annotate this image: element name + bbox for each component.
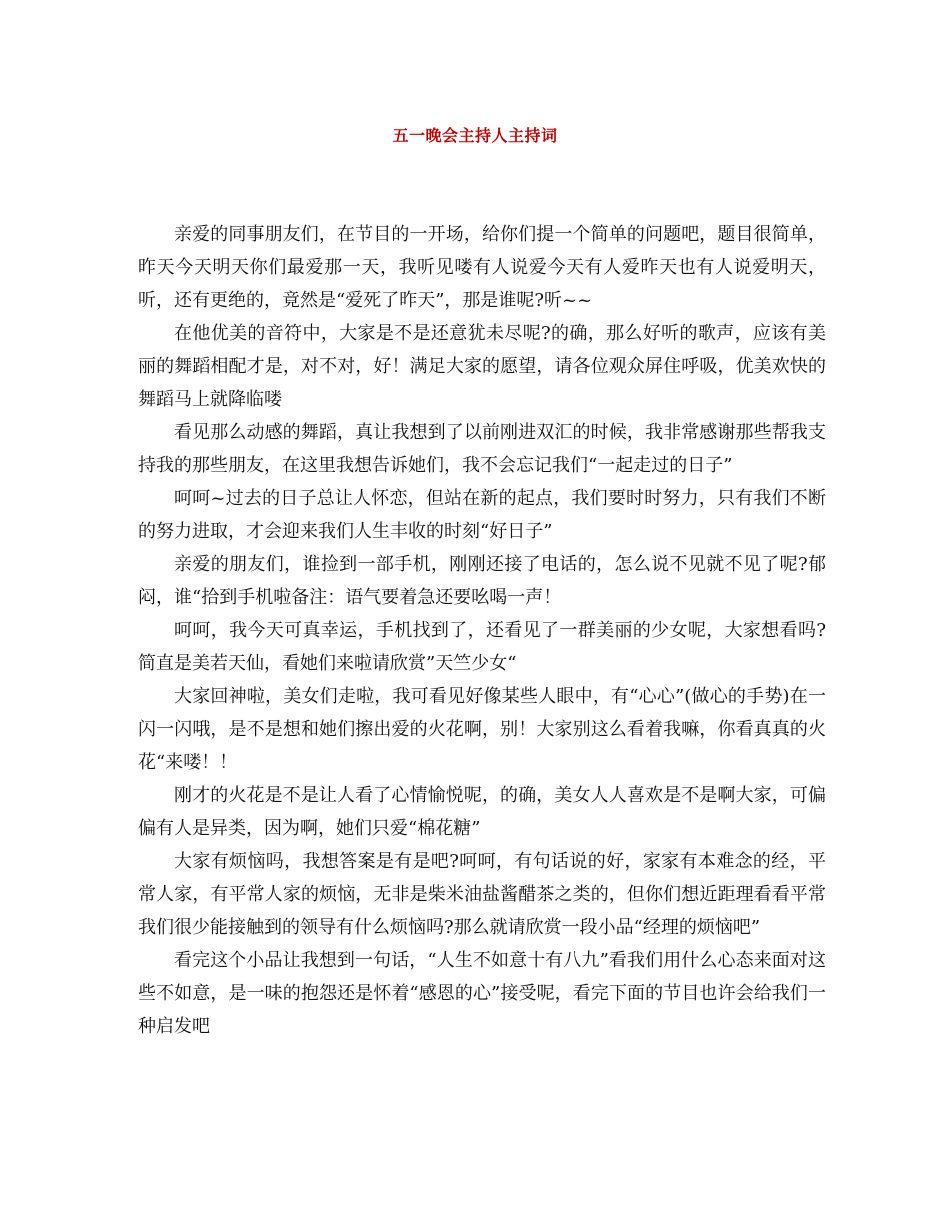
paragraph: 大家有烦恼吗，我想答案是有是吧?呵呵，有句话说的好，家家有本难念的经，平常人家，有平常人家的烦恼，无非是柴米油盐酱醋茶之类的，但你们想近距理看看平常我们很少能接触到的领导有什么烦恼吗?那么就请欣赏一段小品“经理的烦恼吧”	[138, 851, 826, 938]
document-body	[138, 218, 826, 1043]
paragraph: 看见那么动感的舞蹈，真让我想到了以前刚进双汇的时候，我非常感谢那些帮我支持我的那些朋友，在这里我想告诉她们，我不会忘记我们“一起走过的日子”	[138, 422, 826, 476]
paragraph: 呵呵，我今天可真幸运，手机找到了，还看见了一群美丽的少女呢，大家想看吗?简直是美若天仙，看她们来啦请欣赏”天竺少女“	[138, 620, 826, 674]
paragraph: 大家回神啦，美女们走啦，我可看见好像某些人眼中，有“心心”(做心的手势)在一闪一闪哦，是不是想和她们擦出爱的火花啊，别！大家别这么看着我嘛，你看真真的火花“来喽！！	[138, 686, 826, 773]
document-title: 五一晚会主持人主持词	[392, 126, 558, 145]
paragraph: 刚才的火花是不是让人看了心情愉悦呢，的确，美女人人喜欢是不是啊大家，可偏偏有人是异类，因为啊，她们只爱“棉花糖”	[138, 785, 826, 839]
paragraph: 亲爱的同事朋友们，在节目的一开场，给你们提一个简单的问题吧，题目很简单，昨天今天明天你们最爱那一天，我听见喽有人说爱今天有人爱昨天也有人说爱明天，听，还有更绝的，竟然是“爱死了昨天”，那是谁呢?听~~	[138, 224, 826, 311]
paragraph: 看完这个小品让我想到一句话，“人生不如意十有八九”看我们用什么心态来面对这些不如意，是一味的抱怨还是怀着“感恩的心”接受呢，看完下面的节目也许会给我们一种启发吧	[138, 950, 826, 1037]
paragraph: 在他优美的音符中，大家是不是还意犹未尽呢?的确，那么好听的歌声，应该有美丽的舞蹈相配才是，对不对，好！满足大家的愿望，请各位观众屏住呼吸，优美欢快的舞蹈马上就降临喽	[138, 323, 826, 410]
paragraph: 呵呵~过去的日子总让人怀恋，但站在新的起点，我们要时时努力，只有我们不断的努力进取，才会迎来我们人生丰收的时刻“好日子”	[138, 488, 826, 542]
paragraph: 亲爱的朋友们，谁捡到一部手机，刚刚还接了电话的，怎么说不见就不见了呢?郁闷，谁“拾到手机啦备注：语气要着急还要吆喝一声！	[138, 554, 826, 608]
